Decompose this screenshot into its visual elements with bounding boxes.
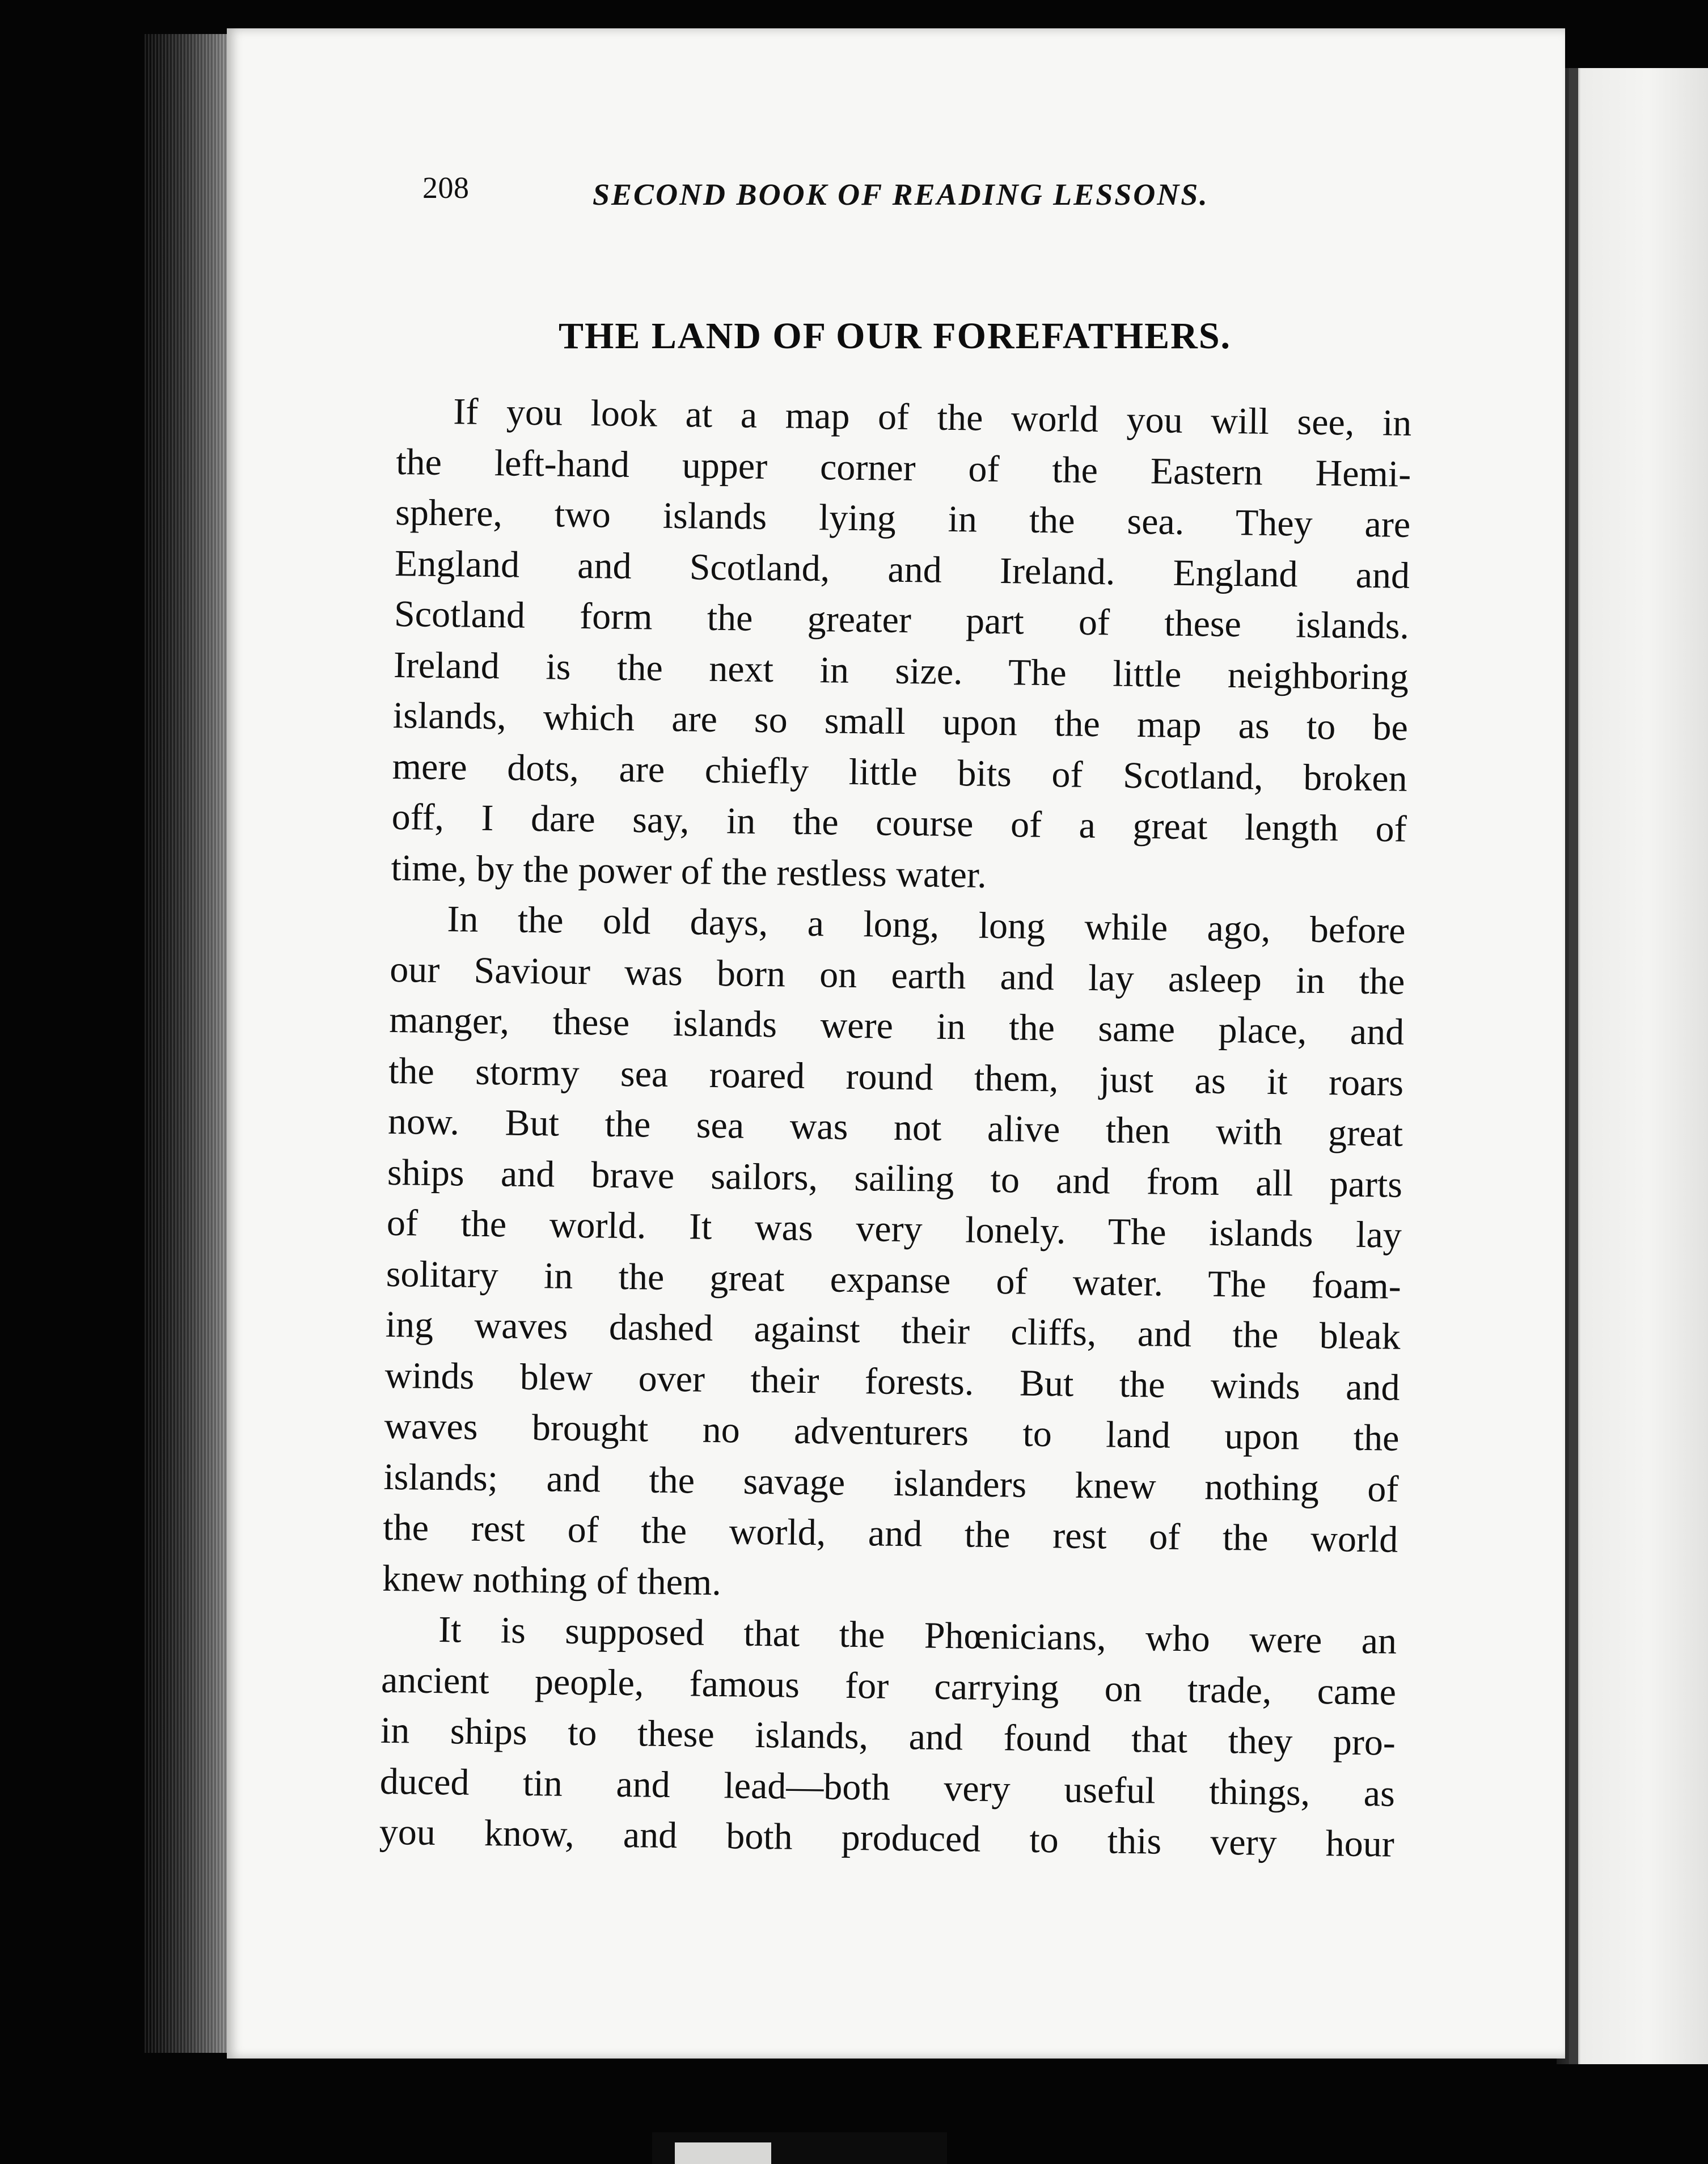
text-line: If you look at a map of the world you will see, in bbox=[453, 391, 1412, 444]
text-line: islands; and the savage islanders knew nothing of bbox=[383, 1456, 1399, 1510]
text-line: In the old days, a long, long while ago, before bbox=[447, 898, 1406, 952]
adjacent-page-strip bbox=[1557, 68, 1708, 2064]
body-text bbox=[379, 386, 1412, 1870]
text-line: waves brought no adventurers to land upon the bbox=[384, 1405, 1400, 1459]
next-page-fragment bbox=[675, 2142, 771, 2164]
running-title: SECOND BOOK OF READING LESSONS. bbox=[593, 177, 1209, 212]
text-line: winds blew over their forests. But the winds and bbox=[384, 1354, 1400, 1409]
text-line: Ireland is the next in size. The little neighboring bbox=[393, 644, 1409, 698]
text-line: ing waves dashed against their cliffs, and the bleak bbox=[385, 1303, 1401, 1358]
text-line: now. But the sea was not alive then with great bbox=[387, 1100, 1403, 1155]
text-line: It is supposed that the Phœnicians, who were an bbox=[438, 1609, 1397, 1662]
text-line: the rest of the world, and the rest of the world bbox=[382, 1506, 1398, 1561]
text-line: islands, which are so small upon the map as to be bbox=[392, 694, 1409, 749]
text-line: sphere, two islands lying in the sea. They are bbox=[395, 491, 1411, 546]
scan-bottom-edge bbox=[652, 2132, 947, 2164]
text-line: knew nothing of them. bbox=[382, 1557, 722, 1603]
text-line: the stormy sea roared round them, just as it roars bbox=[388, 1050, 1404, 1104]
text-line: ancient people, famous for carrying on trade, came bbox=[381, 1659, 1397, 1713]
text-line: our Saviour was born on earth and lay asleep in the bbox=[389, 948, 1405, 1003]
text-line: ships and brave sailors, sailing to and from all parts bbox=[387, 1151, 1403, 1206]
text-line: off, I dare say, in the course of a great length of bbox=[391, 796, 1407, 850]
text-line: manger, these islands were in the same place, and bbox=[388, 999, 1405, 1053]
text-line: Scotland form the greater part of these islands. bbox=[394, 593, 1410, 647]
chapter-title: THE LAND OF OUR FOREFATHERS. bbox=[559, 315, 1232, 357]
text-line: England and Scotland, and Ireland. England and bbox=[394, 542, 1410, 597]
text-line: you know, and both produced to this very hour bbox=[379, 1811, 1395, 1865]
text-line: solitary in the great expanse of water. The foam- bbox=[386, 1253, 1402, 1307]
text-line: of the world. It was very lonely. The islands lay bbox=[386, 1202, 1402, 1256]
text-line: the left-hand upper corner of the Eastern Hemi- bbox=[395, 441, 1411, 495]
page-number: 208 bbox=[422, 171, 470, 205]
text-line: mere dots, are chiefly little bits of Scotland, broken bbox=[392, 745, 1408, 800]
text-line: in ships to these islands, and found that they pro- bbox=[380, 1709, 1396, 1764]
text-line: time, by the power of the restless water. bbox=[391, 847, 987, 896]
text-line: duced tin and lead—both very useful things, as bbox=[379, 1760, 1396, 1815]
